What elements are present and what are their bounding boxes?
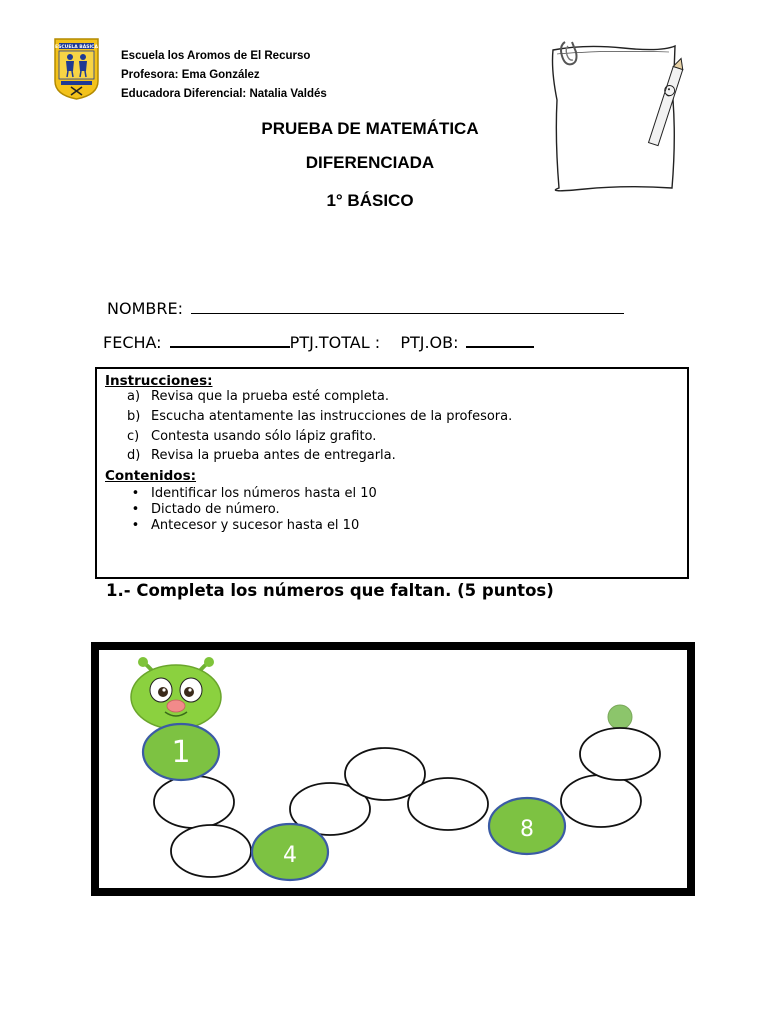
- segment-number: 8: [520, 817, 534, 842]
- title-line-3: 1° BÁSICO: [326, 191, 414, 210]
- caterpillar-tail-dot: [608, 705, 632, 729]
- school-crest-logo: [53, 37, 100, 100]
- name-field: [107, 298, 624, 318]
- score-fields: [103, 331, 534, 352]
- caterpillar-number-exercise: [91, 642, 695, 896]
- title-line-2: DIFERENCIADA: [305, 153, 435, 172]
- svg-text:ESCUELA BÁSICA: ESCUELA BÁSICA: [55, 45, 98, 50]
- content-text: Identificar los números hasta el 10: [151, 486, 377, 501]
- name-label: NOMBRE:: [107, 299, 183, 318]
- content-item: [120, 518, 359, 533]
- segment-number: 4: [283, 843, 297, 868]
- total-score-label: PTJ.TOTAL :: [289, 333, 381, 352]
- question-1: 1.- Completa los números que faltan. (5 puntos): [106, 581, 554, 600]
- instructions-box: [95, 367, 689, 579]
- instruction-item: [127, 389, 389, 404]
- instruction-item: [127, 429, 376, 444]
- caterpillar-segment-filled: [489, 798, 565, 854]
- paper-sheet-illustration: [545, 40, 695, 192]
- title-line-1: PRUEBA DE MATEMÁTICA: [261, 119, 479, 138]
- caterpillar-segment-blank[interactable]: [580, 728, 660, 780]
- obtained-score-blank[interactable]: [466, 331, 534, 348]
- content-text: Antecesor y sucesor hasta el 10: [151, 518, 360, 533]
- caterpillar-segment-filled: [252, 824, 328, 880]
- obtained-score-label: PTJ.OB:: [400, 333, 459, 352]
- school-header: [121, 47, 327, 104]
- content-item: [120, 502, 280, 517]
- instruction-text: Contesta usando sólo lápiz grafito.: [151, 429, 377, 444]
- instructions-heading: Instrucciones:: [105, 373, 213, 389]
- list-marker: c): [127, 429, 140, 444]
- contents-heading: Contenidos:: [105, 468, 197, 484]
- caterpillar-segment-blank[interactable]: [171, 825, 251, 877]
- caterpillar-segment-filled: [143, 724, 219, 780]
- school-name: Escuela los Aromos de El Recurso: [121, 50, 311, 62]
- date-label: FECHA:: [103, 333, 162, 352]
- list-marker: b): [127, 409, 141, 424]
- teacher-name: Profesora: Ema González: [121, 69, 260, 81]
- bullet-icon: •: [131, 486, 140, 501]
- caterpillar-segment-blank[interactable]: [408, 778, 488, 830]
- educator-name: Educadora Diferencial: Natalia Valdés: [121, 88, 327, 100]
- list-marker: a): [127, 389, 141, 404]
- instruction-text: Revisa que la prueba esté completa.: [151, 389, 389, 404]
- date-blank[interactable]: [170, 331, 290, 348]
- caterpillar-segment-blank[interactable]: [154, 776, 234, 828]
- bullet-icon: •: [131, 502, 140, 517]
- caterpillar-segment-blank[interactable]: [561, 775, 641, 827]
- instruction-item: [127, 409, 512, 424]
- instruction-text: Revisa la prueba antes de entregarla.: [151, 448, 396, 463]
- segment-number: 1: [171, 735, 191, 770]
- bullet-icon: •: [131, 518, 140, 533]
- content-item: [120, 486, 377, 501]
- content-text: Dictado de número.: [151, 502, 280, 517]
- instruction-text: Escucha atentamente las instrucciones de la profesora.: [151, 409, 513, 424]
- list-marker: d): [127, 448, 141, 463]
- name-blank[interactable]: [191, 298, 624, 314]
- instruction-item: [127, 448, 396, 463]
